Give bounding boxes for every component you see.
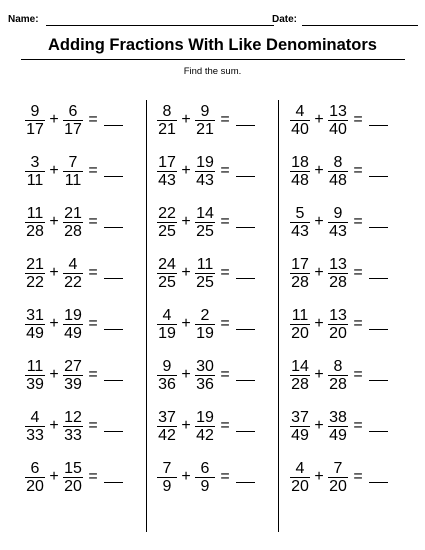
fraction-b: [62, 410, 84, 443]
plus-sign: +: [181, 111, 191, 128]
denominator: 43: [329, 222, 347, 240]
denominator: 40: [291, 120, 309, 138]
plus-sign: +: [314, 417, 324, 434]
numerator: 9: [25, 104, 45, 121]
problem-item: [289, 255, 388, 291]
plus-sign: +: [49, 213, 59, 230]
answer-blank[interactable]: [236, 319, 255, 330]
denominator: 33: [64, 426, 82, 444]
denominator: 48: [329, 171, 347, 189]
answer-blank[interactable]: [104, 268, 123, 279]
numerator: 9: [195, 104, 215, 121]
fraction-b: [327, 104, 349, 137]
answer-blank[interactable]: [104, 217, 123, 228]
answer-blank[interactable]: [236, 370, 255, 381]
denominator: 28: [26, 222, 44, 240]
denominator: 20: [329, 324, 347, 342]
problem-item: [289, 306, 388, 342]
numerator: 37: [158, 408, 176, 426]
equals-sign: =: [220, 468, 230, 485]
equals-sign: =: [220, 264, 230, 281]
problem-item: [156, 102, 255, 138]
numerator: 27: [64, 357, 82, 375]
denominator: 21: [196, 120, 214, 138]
denominator: 28: [329, 273, 347, 291]
fraction-a: [156, 359, 178, 392]
plus-sign: +: [314, 315, 324, 332]
fraction-a: [156, 206, 178, 239]
denominator: 42: [158, 426, 176, 444]
fraction-a: [156, 257, 178, 290]
numerator: 11: [291, 306, 309, 324]
denominator: 43: [158, 171, 176, 189]
fraction-b: [62, 206, 84, 239]
plus-sign: +: [314, 111, 324, 128]
plus-sign: +: [314, 162, 324, 179]
plus-sign: +: [181, 315, 191, 332]
equals-sign: =: [220, 213, 230, 230]
answer-blank[interactable]: [369, 268, 388, 279]
answer-blank[interactable]: [236, 472, 255, 483]
plus-sign: +: [49, 264, 59, 281]
numerator: 15: [64, 459, 82, 477]
problem-item: [156, 459, 255, 495]
answer-blank[interactable]: [369, 370, 388, 381]
fraction-a: [156, 104, 178, 137]
denominator: 11: [26, 171, 44, 189]
plus-sign: +: [181, 468, 191, 485]
title-rule: [21, 59, 405, 60]
numerator: 8: [328, 155, 348, 172]
denominator: 20: [291, 477, 309, 495]
answer-blank[interactable]: [236, 115, 255, 126]
answer-blank[interactable]: [369, 166, 388, 177]
answer-blank[interactable]: [369, 472, 388, 483]
problem-item: [24, 204, 123, 240]
denominator: 42: [196, 426, 214, 444]
fraction-b: [62, 308, 84, 341]
plus-sign: +: [49, 417, 59, 434]
denominator: 17: [26, 120, 44, 138]
fraction-a: [24, 104, 46, 137]
numerator: 4: [290, 104, 310, 121]
denominator: 33: [26, 426, 44, 444]
plus-sign: +: [181, 162, 191, 179]
numerator: 22: [158, 204, 176, 222]
equals-sign: =: [88, 162, 98, 179]
numerator: 12: [64, 408, 82, 426]
denominator: 49: [329, 426, 347, 444]
fraction-b: [194, 308, 216, 341]
numerator: 13: [329, 255, 347, 273]
numerator: 3: [25, 155, 45, 172]
answer-blank[interactable]: [369, 319, 388, 330]
denominator: 22: [64, 273, 82, 291]
answer-blank[interactable]: [104, 370, 123, 381]
fraction-a: [24, 257, 46, 290]
problem-item: [24, 459, 123, 495]
answer-blank[interactable]: [236, 268, 255, 279]
numerator: 2: [195, 308, 215, 325]
fraction-b: [62, 461, 84, 494]
instruction-text: Find the sum.: [183, 66, 242, 77]
equals-sign: =: [220, 315, 230, 332]
fraction-b: [327, 359, 349, 392]
numerator: 21: [26, 255, 44, 273]
denominator: 21: [158, 120, 176, 138]
problem-item: [289, 102, 388, 138]
fraction-b: [62, 359, 84, 392]
problem-item: [289, 153, 388, 189]
numerator: 30: [196, 357, 214, 375]
problem-item: [156, 357, 255, 393]
equals-sign: =: [353, 366, 363, 383]
fraction-a: [289, 104, 311, 137]
denominator: 25: [158, 222, 176, 240]
numerator: 11: [26, 357, 44, 375]
fraction-a: [289, 308, 311, 341]
fraction-a: [24, 308, 46, 341]
fraction-b: [194, 257, 216, 290]
answer-blank[interactable]: [104, 115, 123, 126]
denominator: 20: [64, 477, 82, 495]
fraction-b: [194, 359, 216, 392]
answer-blank[interactable]: [104, 421, 123, 432]
column-divider-1: [146, 100, 147, 532]
numerator: 9: [328, 206, 348, 223]
problem-item: [24, 408, 123, 444]
numerator: 4: [290, 461, 310, 478]
answer-blank[interactable]: [104, 319, 123, 330]
numerator: 4: [63, 257, 83, 274]
denominator: 19: [158, 324, 176, 342]
numerator: 17: [291, 255, 309, 273]
fraction-a: [289, 410, 311, 443]
name-field-line[interactable]: [46, 25, 274, 26]
fraction-a: [156, 461, 178, 494]
answer-blank[interactable]: [369, 421, 388, 432]
numerator: 19: [196, 408, 214, 426]
denominator: 49: [26, 324, 44, 342]
answer-blank[interactable]: [369, 217, 388, 228]
numerator: 18: [291, 153, 309, 171]
plus-sign: +: [181, 366, 191, 383]
denominator: 39: [26, 375, 44, 393]
equals-sign: =: [353, 315, 363, 332]
numerator: 13: [329, 102, 347, 120]
denominator: 25: [158, 273, 176, 291]
fraction-b: [327, 206, 349, 239]
denominator: 19: [196, 324, 214, 342]
answer-blank[interactable]: [236, 421, 255, 432]
equals-sign: =: [88, 111, 98, 128]
date-label: Date:: [272, 14, 298, 25]
plus-sign: +: [314, 468, 324, 485]
denominator: 40: [329, 120, 347, 138]
denominator: 36: [158, 375, 176, 393]
denominator: 25: [196, 222, 214, 240]
problem-item: [24, 306, 123, 342]
problem-item: [156, 204, 255, 240]
denominator: 25: [196, 273, 214, 291]
equals-sign: =: [88, 468, 98, 485]
denominator: 49: [291, 426, 309, 444]
fraction-a: [24, 461, 46, 494]
numerator: 4: [25, 410, 45, 427]
fraction-a: [24, 359, 46, 392]
fraction-b: [194, 461, 216, 494]
denominator: 28: [291, 273, 309, 291]
equals-sign: =: [353, 111, 363, 128]
name-label: Name:: [8, 14, 39, 25]
equals-sign: =: [88, 366, 98, 383]
fraction-b: [62, 257, 84, 290]
fraction-a: [289, 461, 311, 494]
problem-item: [24, 357, 123, 393]
numerator: 31: [26, 306, 44, 324]
numerator: 14: [196, 204, 214, 222]
fraction-a: [289, 155, 311, 188]
numerator: 5: [290, 206, 310, 223]
numerator: 19: [196, 153, 214, 171]
equals-sign: =: [88, 213, 98, 230]
denominator: 39: [64, 375, 82, 393]
problem-item: [156, 255, 255, 291]
fraction-a: [289, 359, 311, 392]
equals-sign: =: [353, 213, 363, 230]
denominator: 17: [64, 120, 82, 138]
denominator: 20: [26, 477, 44, 495]
problem-item: [24, 153, 123, 189]
answer-blank[interactable]: [369, 115, 388, 126]
plus-sign: +: [49, 468, 59, 485]
denominator: 49: [64, 324, 82, 342]
denominator: 36: [196, 375, 214, 393]
numerator: 9: [157, 359, 177, 376]
answer-blank[interactable]: [104, 472, 123, 483]
numerator: 6: [63, 104, 83, 121]
numerator: 21: [64, 204, 82, 222]
denominator: 20: [291, 324, 309, 342]
problem-item: [24, 255, 123, 291]
fraction-b: [327, 461, 349, 494]
fraction-a: [156, 155, 178, 188]
plus-sign: +: [49, 162, 59, 179]
numerator: 4: [157, 308, 177, 325]
numerator: 8: [157, 104, 177, 121]
problem-item: [156, 408, 255, 444]
problem-item: [289, 408, 388, 444]
fraction-a: [289, 257, 311, 290]
plus-sign: +: [181, 264, 191, 281]
date-field-line[interactable]: [302, 25, 418, 26]
denominator: 43: [196, 171, 214, 189]
equals-sign: =: [353, 417, 363, 434]
answer-blank[interactable]: [104, 166, 123, 177]
plus-sign: +: [314, 366, 324, 383]
fraction-a: [24, 155, 46, 188]
fraction-a: [289, 206, 311, 239]
fraction-b: [194, 104, 216, 137]
fraction-b: [327, 308, 349, 341]
numerator: 6: [25, 461, 45, 478]
denominator: 43: [291, 222, 309, 240]
equals-sign: =: [353, 264, 363, 281]
numerator: 7: [157, 461, 177, 478]
plus-sign: +: [49, 315, 59, 332]
denominator: 22: [26, 273, 44, 291]
problem-item: [156, 306, 255, 342]
answer-blank[interactable]: [236, 217, 255, 228]
fraction-a: [156, 410, 178, 443]
denominator: 20: [329, 477, 347, 495]
denominator: 9: [162, 477, 172, 495]
problem-item: [24, 102, 123, 138]
fraction-a: [24, 206, 46, 239]
numerator: 11: [26, 204, 44, 222]
plus-sign: +: [314, 264, 324, 281]
plus-sign: +: [181, 417, 191, 434]
numerator: 8: [328, 359, 348, 376]
equals-sign: =: [88, 315, 98, 332]
fraction-b: [327, 155, 349, 188]
plus-sign: +: [181, 213, 191, 230]
fraction-b: [194, 410, 216, 443]
fraction-b: [194, 155, 216, 188]
numerator: 14: [291, 357, 309, 375]
plus-sign: +: [314, 213, 324, 230]
fraction-b: [327, 257, 349, 290]
plus-sign: +: [49, 111, 59, 128]
numerator: 13: [329, 306, 347, 324]
numerator: 7: [328, 461, 348, 478]
problem-item: [156, 153, 255, 189]
denominator: 28: [291, 375, 309, 393]
numerator: 38: [329, 408, 347, 426]
fraction-b: [62, 155, 84, 188]
equals-sign: =: [353, 162, 363, 179]
problem-item: [289, 357, 388, 393]
equals-sign: =: [220, 417, 230, 434]
numerator: 11: [196, 255, 214, 273]
denominator: 11: [64, 171, 82, 189]
equals-sign: =: [88, 417, 98, 434]
denominator: 28: [64, 222, 82, 240]
problem-item: [289, 459, 388, 495]
equals-sign: =: [88, 264, 98, 281]
fraction-b: [62, 104, 84, 137]
column-divider-2: [278, 100, 279, 532]
equals-sign: =: [220, 111, 230, 128]
denominator: 48: [291, 171, 309, 189]
numerator: 17: [158, 153, 176, 171]
fraction-a: [156, 308, 178, 341]
numerator: 24: [158, 255, 176, 273]
equals-sign: =: [220, 162, 230, 179]
denominator: 9: [200, 477, 210, 495]
plus-sign: +: [49, 366, 59, 383]
problem-item: [289, 204, 388, 240]
equals-sign: =: [353, 468, 363, 485]
numerator: 6: [195, 461, 215, 478]
numerator: 7: [63, 155, 83, 172]
fraction-a: [24, 410, 46, 443]
equals-sign: =: [220, 366, 230, 383]
numerator: 37: [291, 408, 309, 426]
denominator: 28: [329, 375, 347, 393]
worksheet-header: [8, 12, 417, 28]
fraction-b: [194, 206, 216, 239]
numerator: 19: [64, 306, 82, 324]
worksheet-title: Adding Fractions With Like Denominators: [48, 36, 377, 54]
fraction-b: [327, 410, 349, 443]
answer-blank[interactable]: [236, 166, 255, 177]
